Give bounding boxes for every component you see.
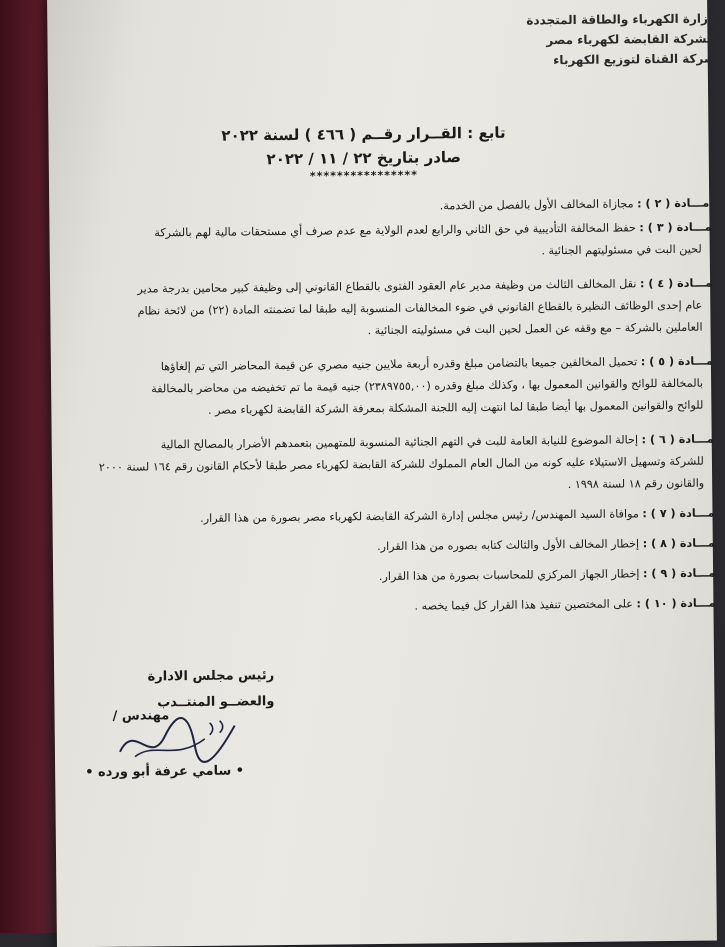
article-line: مـــادة ( ٨ ) : إخطار المخالف الأول والثالث كتابه بصوره من هذا القرار. — [377, 536, 715, 554]
signatory-name: • سامي عرفة أبو ورده • — [85, 763, 245, 781]
article-line: مـــادة ( ٤ ) : نقل المخالف الثالث من وظيفة مدير عام العقود الفتوى بالقطاع القانوني إلى وظيفة كبير محامين بدرجة مدير — [137, 276, 713, 296]
article-line: العاملين بالشركة – مع وقفه عن العمل لحين البت في مسئوليته الجنائية . — [367, 320, 703, 338]
decision-articles — [49, 193, 716, 613]
article-line: عام إحدى الوظائف النظيرة بالقطاع القانوني في ضوء المخالفات المنسوبة إليه طبقا لما تضمنته المادة (٢٢) من لائحة نظام — [137, 298, 703, 318]
article-line: بالمخالفة للوائح والقوانين المعمول بها ، وكذلك مبلغ وقدره (٢٣٨٩٧٥٥,٠٠) جنيه قيمة ما تم تخفيضه من محاضر بالمخالفة — [151, 376, 704, 396]
engineer-title: مهندس / — [112, 708, 170, 724]
article-line: مـــادة ( ١٠ ) : على المختصين تنفيذ هذا القرار كل فيما يخصه . — [414, 596, 716, 613]
article-line: مـــادة ( ٩ ) : إخطار الجهاز المركزي للمحاسبات بصورة من هذا القرار. — [378, 566, 716, 584]
article-line: مـــادة ( ٥ ) : تحميل المخالفين جميعا بالتضامن مبلغ وقدره أربعة ملايين جنيه مصري عن قيمة المحاضر التي تم إلغاؤها — [160, 354, 713, 374]
article-line: مـــادة ( ٦ ) : إحالة الموضوع للنيابة العامة للبت في التهم الجنائية المنسوبة للمتهمين بتعمدهم الأضرار بالمصالح المالية — [160, 432, 714, 452]
article-line: مـــادة ( ٣ ) : حفظ المخالفة التأديبية في حق الثاني والرابع لعدم الولاية مع عدم صرف أي مستحقات مالية لهم بالشركة — [154, 220, 712, 240]
article-line: مـــادة ( ٧ ) : موافاة السيد المهندس/ رئيس مجلس إدارة الشركة القابضة لكهرباء مصر بصورة من هذا القرار. — [200, 506, 715, 525]
article-line: والقانون رقم ١٨ لسنة ١٩٩٨ . — [567, 476, 705, 492]
document-page — [47, 0, 717, 947]
signatory-role-chairman: رئيس مجلس الادارة — [147, 668, 275, 685]
article-line: للوائح والقوانين المعمول بها أيضا طبقا لما انتهت إليه اللجنة المشكلة بمعرفة الشركة القابضة لكهرباء مصر . — [207, 398, 704, 417]
letterhead — [475, 8, 716, 71]
article-line: للشركة وتسهيل الاستيلاء عليه كونه من المال العام المملوك للشركة القابضة لكهرباء مصر طبقا لأحكام القانون رقم ١٦٤ لسنة ٢٠٠٠ — [98, 454, 705, 474]
decision-number: تابع : القــرار رقــم ( ٤٦٦ ) لسنة ٢٠٢٢ — [221, 123, 506, 145]
article-line: لحين البت في مسئوليتهم الجنائية . — [541, 242, 702, 258]
decision-date: صادر بتاريخ ٢٢ / ١١ / ٢٠٢٢ — [266, 148, 462, 169]
ministry-name: وزارة الكهرباء والطاقة المتجددة — [526, 11, 716, 28]
decision-title — [198, 120, 529, 183]
article-line: مـــادة ( ٢ ) : مجازاة المخالف الأول بالفصل من الخدمة. — [439, 196, 710, 213]
signatory-role-md: والعضــو المنتــدب — [157, 694, 275, 711]
distribution-company-name: شركة القناة لتوزيع الكهرباء — [553, 51, 716, 68]
holding-company-name: الشركة القابضة لكهرباء مصر — [546, 31, 716, 48]
title-separator: **************** — [309, 168, 419, 183]
